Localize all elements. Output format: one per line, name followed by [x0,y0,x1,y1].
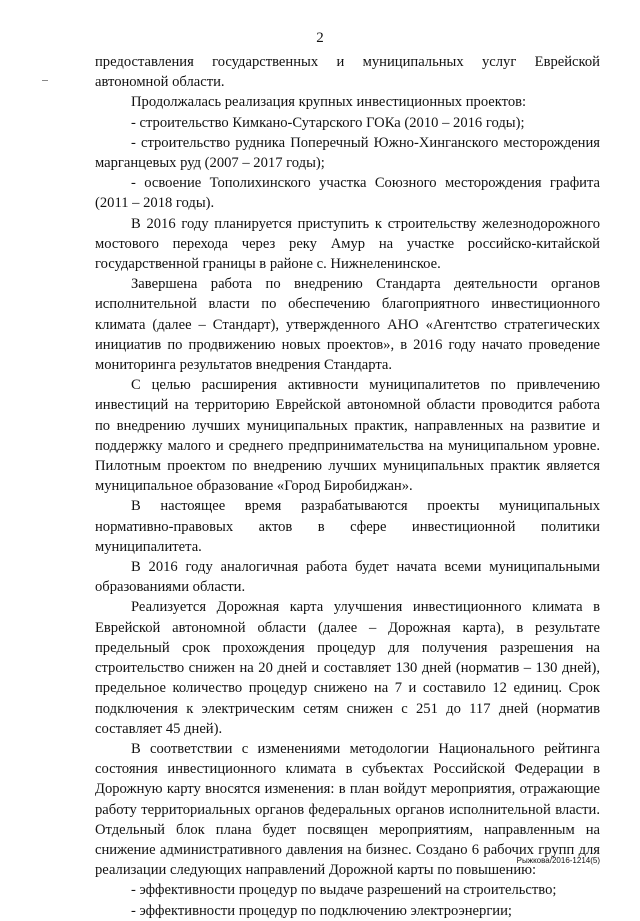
margin-mark [42,80,48,81]
list-item: - эффективности процедур по выдаче разрешений на строительство; [131,882,557,899]
list-item: - освоение Тополихинского участка Союзного месторождения графита (2011 – 2018 годы). [95,175,600,212]
paragraph: предоставления государственных и муниципальных услуг Еврейской автономной области. [95,54,600,91]
list-item: - строительство рудника Поперечный Южно-Хинганского месторождения марганцевых руд (2007 – 2017 годы); [95,134,600,172]
list-item: - строительство Кимкано-Сутарского ГОКа (2010 – 2016 годы); [131,114,525,131]
paragraph: С целью расширения активности муниципалитетов по привлечению инвестиций на территорию Еврейской автономной области проводится работа по внедрению лучших муниципальных практик, направленных на развитие и поддержку малого и среднего предпринимательства на муниципальном уровне. Пилотным проектом по внедрению лучших муниципальных практик является муниципальное образование «Город Биробиджан». [95,377,600,495]
page-number: 2 [316,30,324,46]
document-body [95,52,600,921]
paragraph: Завершена работа по внедрению Стандарта деятельности органов исполнительной власти по обеспечению благоприятного инвестиционного климата (далее – Стандарт), утвержденного АНО «Агентство стратегических инициатив по продвижению новых проектов», в 2016 году начато проведение мониторинга результатов внедрения Стандарта. [95,276,600,374]
paragraph: В настоящее время разрабатываются проекты муниципальных нормативно-правовых актов в сфере инвестиционной политики муниципалитета. [95,498,600,555]
paragraph: В 2016 году аналогичная работа будет начата всеми муниципальными образованиями области. [95,559,600,596]
paragraph: Реализуется Дорожная карта улучшения инвестиционного климата в Еврейской автономной области (далее – Дорожная карта), в результате предельный срок прохождения процедур для получения разрешения на строительство снижен на 20 дней и составляет 130 дней (норматив – 130 дней), предельное количество процедур снижено на 7 и составило 12 единиц. Срок подключения к электрическим сетям снижен с 251 до 117 дней (норматив составляет 45 дней). [95,599,600,737]
paragraph: В соответствии с изменениями методологии Национального рейтинга состояния инвестиционного климата в субъектах Российской Федерации в Дорожную карту вносятся изменения: в план войдут мероприятия, отражающие работу территориальных органов федеральных органов исполнительной власти. Отдельный блок плана будет посвящен мероприятиям, направленным на снижение административного давления на бизнес. Создано 6 рабочих групп для реализации следующих направлений Дорожной карты по повышению: [95,740,600,879]
list-item: - эффективности процедур по подключению электроэнергии; [131,902,512,919]
paragraph: Продолжалась реализация крупных инвестиционных проектов: [131,94,527,111]
paragraph: В 2016 году планируется приступить к строительству железнодорожного мостового перехода через реку Амур на участке российско-китайской государственной границы в районе с. Нижнеленинское. [95,215,600,273]
document-reference: Рыжкова/2016-1214(5) [516,856,600,865]
